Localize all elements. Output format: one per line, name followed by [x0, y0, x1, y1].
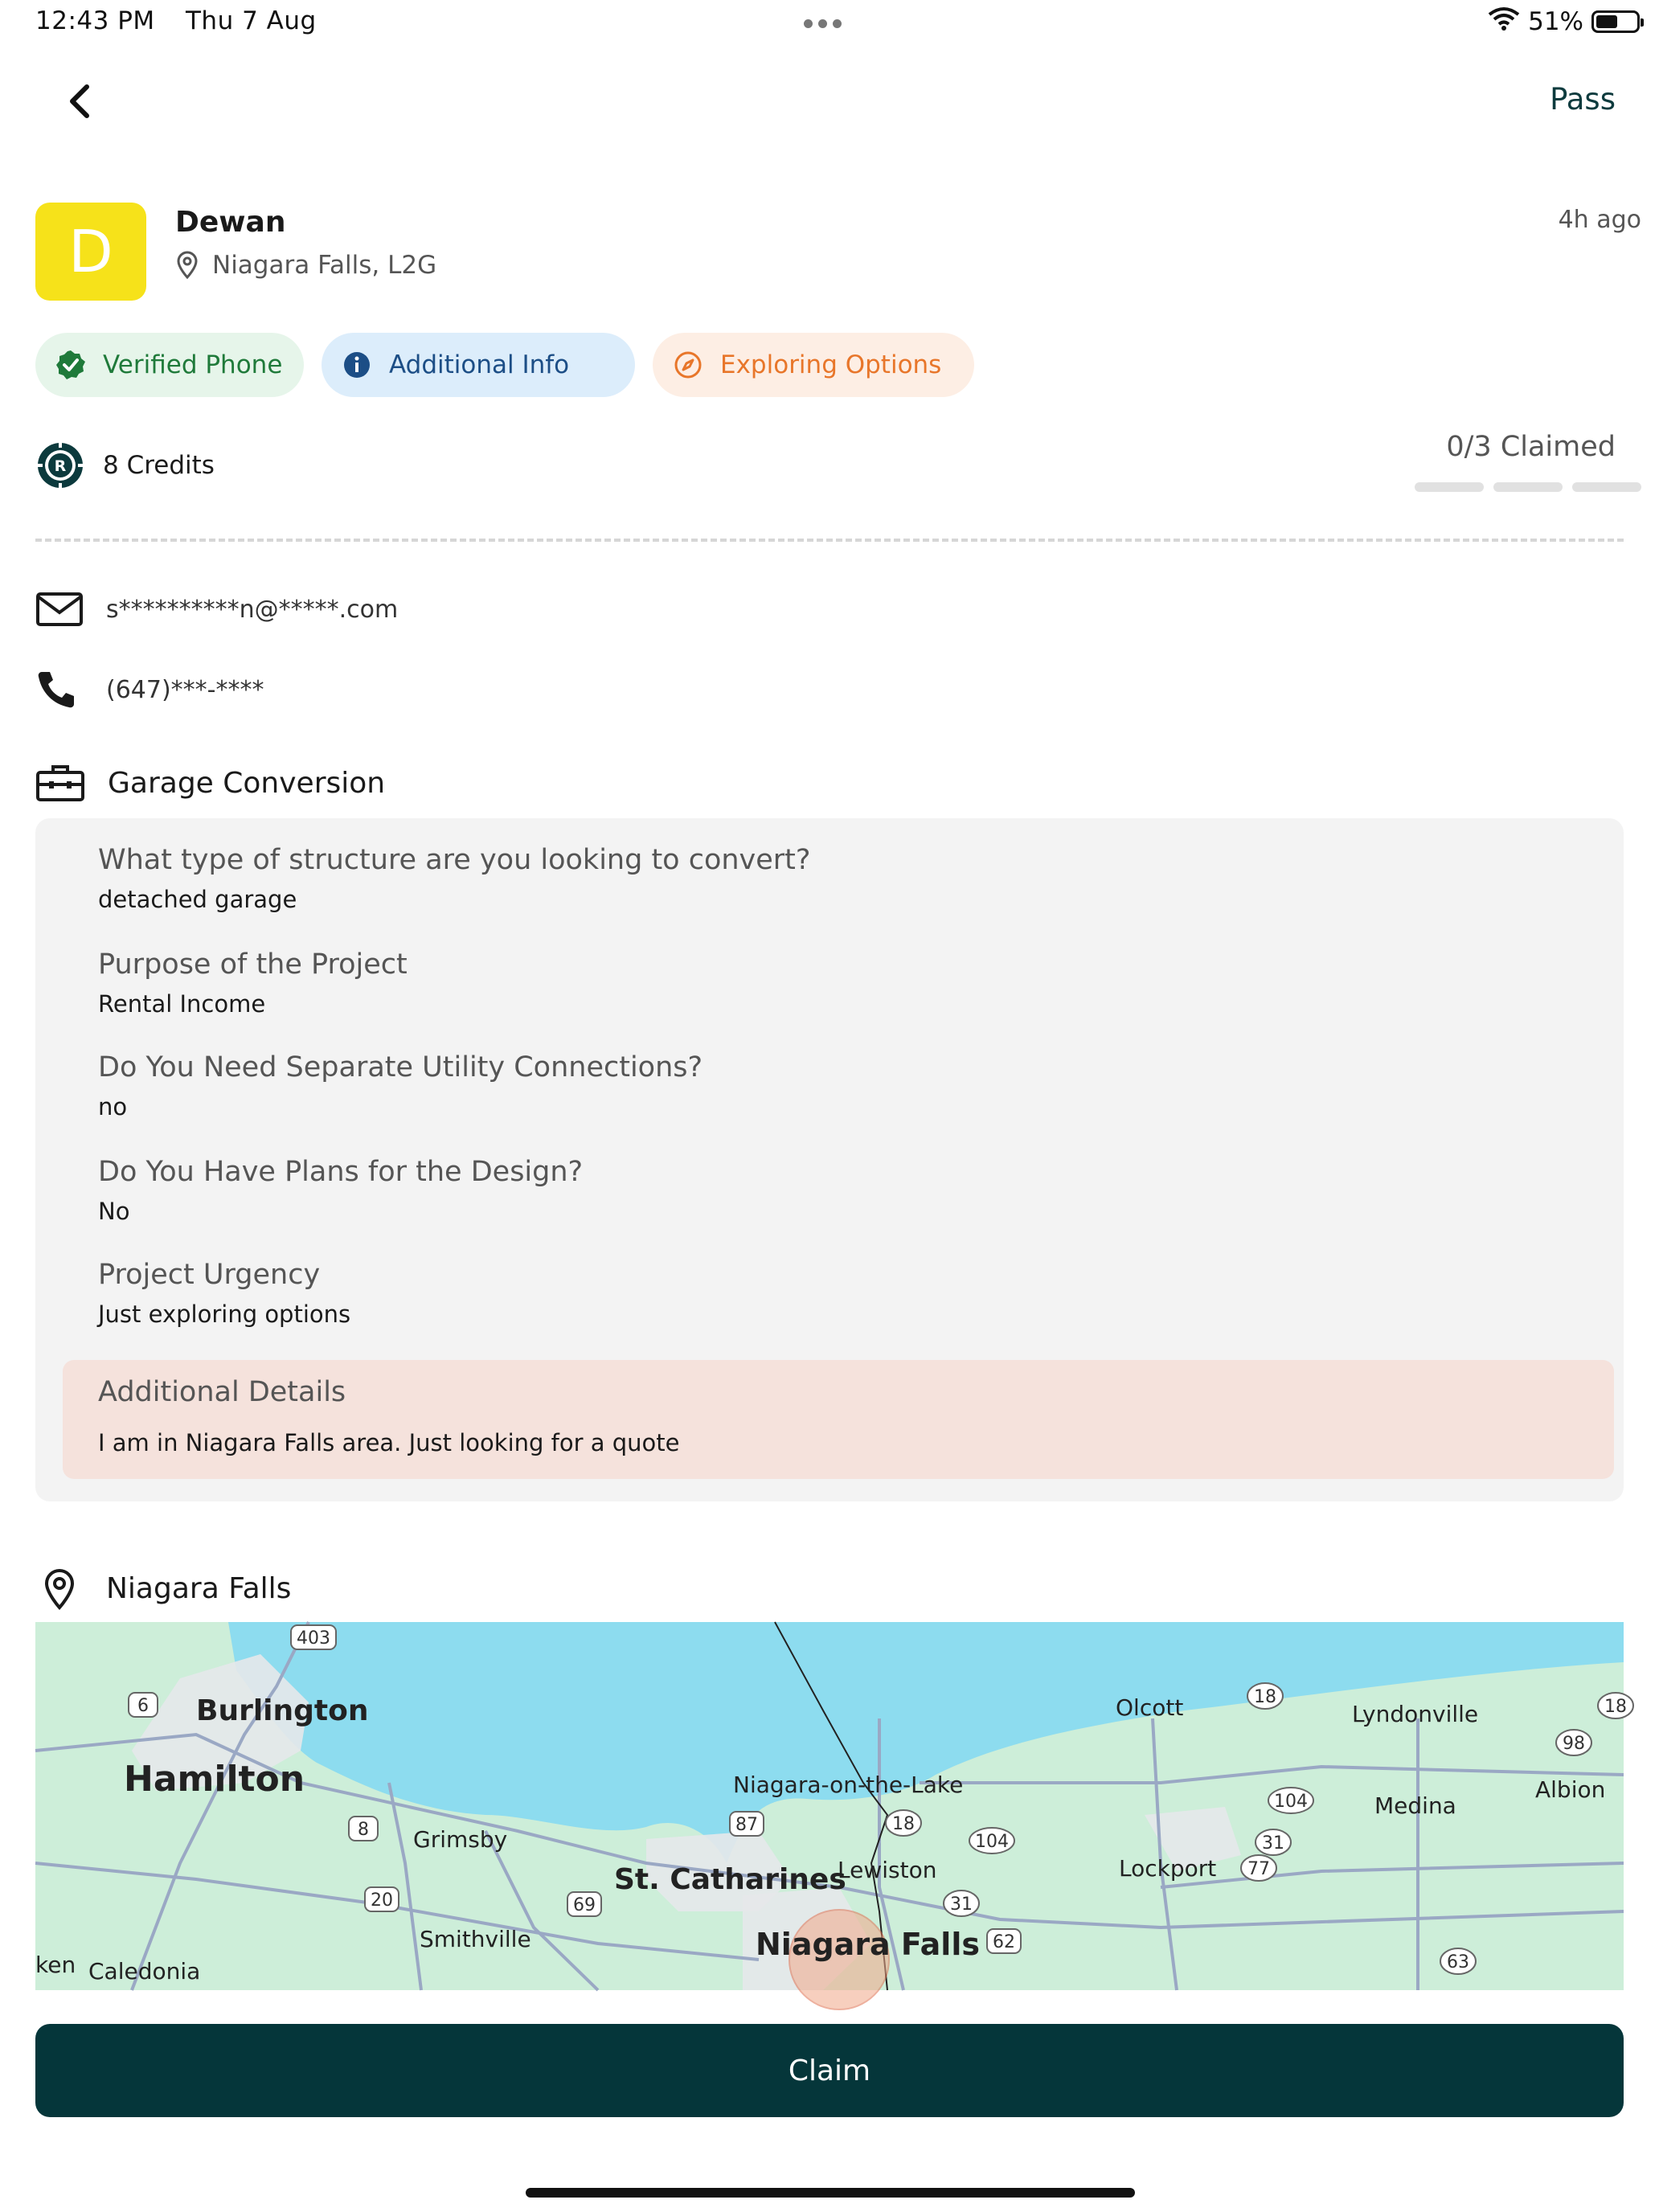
question-text: Do You Need Separate Utility Connections? [98, 1051, 703, 1083]
claimed-progress [1415, 482, 1641, 492]
svg-text:104: 104 [975, 1832, 1009, 1852]
svg-text:Medina: Medina [1374, 1792, 1456, 1819]
service-title-row [35, 764, 385, 802]
svg-text:Olcott: Olcott [1116, 1694, 1184, 1721]
svg-text:63: 63 [1447, 1952, 1469, 1972]
answer-text: No [98, 1198, 130, 1225]
svg-text:18: 18 [892, 1814, 915, 1834]
dashed-divider [35, 539, 1624, 542]
answer-text: Rental Income [98, 990, 266, 1018]
project-details-card [35, 818, 1624, 1501]
svg-text:ken: ken [35, 1952, 76, 1978]
badge-label: Exploring Options [720, 350, 942, 379]
badge-label: Verified Phone [103, 350, 283, 379]
info-icon [341, 349, 373, 381]
lead-name: Dewan [175, 206, 286, 239]
location-pin-icon [35, 1567, 84, 1609]
svg-text:St. Catharines: St. Catharines [614, 1863, 846, 1896]
progress-segment [1415, 482, 1484, 492]
badge-label: Additional Info [389, 350, 570, 379]
progress-segment [1493, 482, 1563, 492]
multitask-dots-icon[interactable] [804, 16, 847, 31]
verified-phone-badge[interactable] [35, 333, 304, 397]
email-row [35, 592, 398, 627]
svg-text:Hamilton: Hamilton [124, 1759, 305, 1800]
svg-text:Lyndonville: Lyndonville [1352, 1701, 1479, 1727]
additional-details-text: I am in Niagara Falls area. Just looking for a quote [98, 1429, 680, 1456]
phone-text: (647)***-**** [106, 675, 264, 704]
wifi-icon [1488, 6, 1520, 37]
svg-text:6: 6 [137, 1696, 149, 1716]
answer-text: no [98, 1093, 128, 1120]
question-text: What type of structure are you looking to convert? [98, 844, 811, 876]
svg-text:18: 18 [1604, 1697, 1627, 1717]
battery-percent: 51% [1528, 7, 1583, 36]
phone-icon [35, 669, 84, 711]
battery-icon [1591, 10, 1640, 33]
additional-details-label: Additional Details [98, 1376, 346, 1408]
home-indicator[interactable] [526, 2188, 1135, 2198]
svg-text:Burlington: Burlington [196, 1694, 369, 1727]
svg-text:Caledonia: Caledonia [88, 1958, 201, 1985]
svg-text:69: 69 [573, 1895, 596, 1915]
svg-text:R: R [54, 457, 67, 475]
service-title: Garage Conversion [108, 766, 386, 800]
location-title: Niagara Falls [106, 1571, 292, 1605]
lead-location [175, 251, 436, 280]
svg-text:98: 98 [1563, 1734, 1585, 1754]
svg-text:Lewiston: Lewiston [838, 1857, 937, 1883]
email-text: s**********n@*****.com [106, 595, 399, 624]
svg-text:87: 87 [735, 1815, 758, 1835]
phone-row [35, 669, 264, 711]
status-date: Thu 7 Aug [186, 6, 317, 35]
status-time: 12:43 PM [35, 6, 155, 35]
status-bar-left [35, 6, 339, 35]
svg-text:Albion: Albion [1535, 1776, 1606, 1803]
answer-text: Just exploring options [98, 1301, 351, 1328]
location-map[interactable] [35, 1622, 1627, 1990]
credit-coin-icon [35, 440, 85, 490]
svg-text:Smithville: Smithville [420, 1926, 531, 1952]
svg-text:Niagara Falls: Niagara Falls [756, 1927, 980, 1962]
svg-text:31: 31 [950, 1895, 973, 1915]
svg-text:104: 104 [1274, 1792, 1308, 1812]
exploring-options-badge[interactable] [653, 333, 974, 397]
additional-info-badge[interactable] [322, 333, 635, 397]
lead-location-text: Niagara Falls, L2G [212, 251, 437, 280]
status-bar-right [1488, 6, 1640, 37]
compass-icon [672, 349, 704, 381]
svg-text:62: 62 [993, 1932, 1015, 1952]
claimed-count: 0/3 Claimed [1446, 431, 1616, 463]
credits-label: 8 Credits [103, 451, 215, 480]
svg-text:31: 31 [1262, 1833, 1284, 1854]
location-pin-icon [175, 252, 199, 279]
additional-details-box [63, 1360, 1614, 1479]
chevron-left-icon [56, 77, 104, 125]
mail-icon [35, 592, 84, 627]
svg-text:Niagara-on-the-Lake: Niagara-on-the-Lake [733, 1772, 964, 1798]
svg-text:77: 77 [1247, 1859, 1270, 1879]
answer-text: detached garage [98, 886, 297, 913]
credits-row [35, 440, 215, 490]
question-text: Purpose of the Project [98, 948, 408, 981]
briefcase-icon [35, 764, 85, 802]
location-title-row [35, 1567, 291, 1609]
svg-text:20: 20 [371, 1890, 393, 1911]
svg-text:Lockport: Lockport [1119, 1855, 1217, 1882]
question-text: Project Urgency [98, 1259, 321, 1291]
question-text: Do You Have Plans for the Design? [98, 1156, 584, 1188]
pass-button[interactable]: Pass [1550, 82, 1616, 117]
svg-text:Grimsby: Grimsby [413, 1826, 508, 1853]
svg-text:18: 18 [1254, 1687, 1276, 1707]
svg-text:403: 403 [297, 1628, 330, 1649]
progress-segment [1572, 482, 1641, 492]
svg-text:8: 8 [358, 1820, 369, 1840]
claim-button[interactable]: Claim [35, 2024, 1624, 2117]
back-button[interactable] [56, 77, 104, 125]
avatar: D [35, 203, 146, 301]
verified-check-icon [55, 349, 87, 381]
time-ago: 4h ago [1558, 206, 1641, 234]
